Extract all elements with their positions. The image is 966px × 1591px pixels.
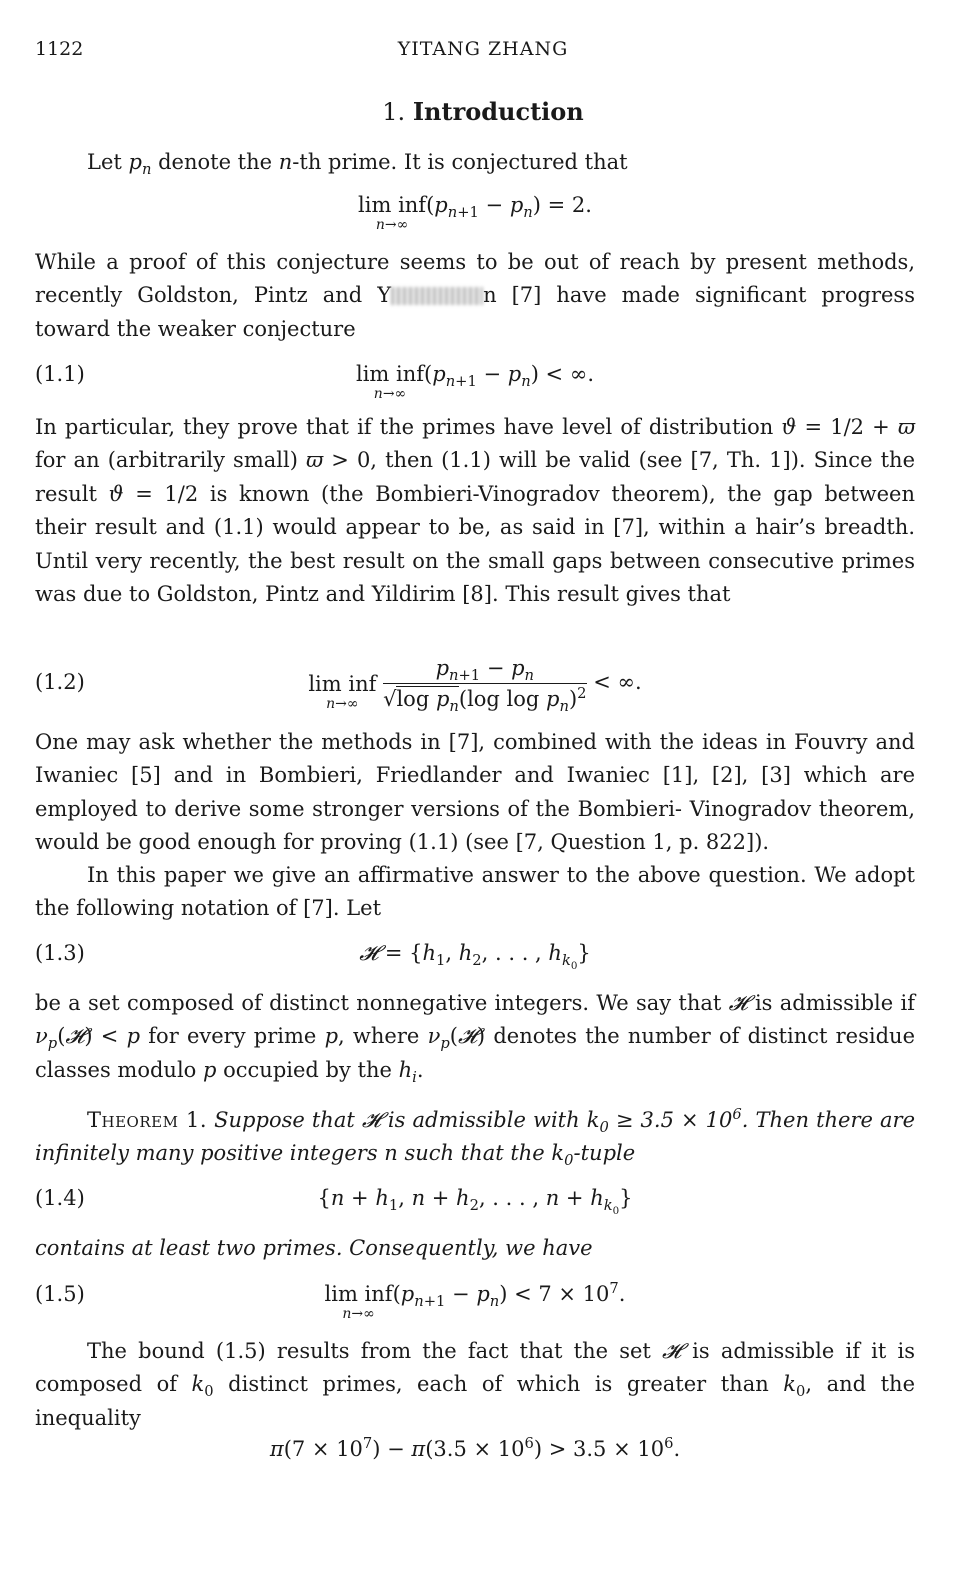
- paragraph-weaker-conjecture: While a proof of this conjecture seems to be out of reach by present methods, recently Goldston, Pintz and Y n [7] have made significant progress toward the weaker conjecture: [35, 250, 915, 341]
- obscured-name: [391, 287, 483, 305]
- liminf-operator: lim inf n→∞: [358, 193, 427, 233]
- section-title: Introduction: [412, 97, 584, 126]
- paragraph-intro: Let $p_n$ denote the n-th prime. It is conjectured that: [87, 150, 628, 179]
- liminf-operator: lim inf n→∞: [308, 671, 377, 712]
- fraction-numerator: $p_{n+1} - p_n$: [383, 656, 586, 684]
- equation-1-3: (1.3) 𝓗 = {$h_1$, $h_2$, . . . , $h_{k_0}$}: [35, 941, 591, 973]
- gap-fraction: [383, 656, 587, 716]
- fraction-denominator: √log $p_n(\log$ $\log p_n)^2$: [383, 685, 587, 716]
- equation-1-4: (1.4) {$n + h_1$, $n + h_2$, . . . , $n + h_{k_0}$}: [35, 1186, 633, 1218]
- theorem-continuation: contains at least two primes. Consequently, we have: [35, 1236, 593, 1260]
- page-number: 1122: [35, 38, 84, 60]
- equation-1-1: (1.1) lim inf n→∞ $(p_{n+1} - p_n)$ < ∞.: [35, 362, 594, 402]
- equation-twin-prime: lim inf n→∞ $(p_{n+1} - p_n) = 2$.: [358, 193, 592, 233]
- equation-label: (1.5): [35, 1282, 85, 1306]
- paragraph-admissible: be a set composed of distinct nonnegative integers. We say that 𝓗 is admissible if $\nu_p(𝓗) < p$ for every prime p, where $\nu_p(𝓗)$ denotes the number of distinct residue classes modulo p occupied by the $h_i$.: [35, 991, 915, 1086]
- equation-label: (1.3): [35, 941, 85, 965]
- equation-label: (1.1): [35, 362, 85, 386]
- equation-label: (1.4): [35, 1186, 85, 1210]
- paragraph-notation: In this paper we give an affirmative answer to the above question. We adopt the following notation of [7]. Let: [35, 863, 915, 921]
- author-name: YITANG ZHANG: [397, 38, 569, 60]
- theorem-statement: [35, 1104, 915, 1171]
- running-head: [35, 38, 931, 68]
- equation-label: (1.2): [35, 670, 85, 694]
- equation-prime-count: $\pi(7 \times 10^7) - \pi(3.5 \times 10^6) > 3.5 \times 10^6$.: [269, 1435, 681, 1461]
- liminf-operator: lim inf n→∞: [355, 362, 425, 402]
- section-heading: [0, 97, 966, 126]
- equation-1-2: (1.2) lim inf n→∞ $\frac{p_{n+1} - p_n}{√\log p_n(\log \log p_n)^2}$ < ∞.: [35, 656, 642, 716]
- theorem-text: Suppose that 𝓗 is admissible with $k_0 \ge 3.5 \times 10^6$. Then there are infinitely many positive integers n such that the $k_0$-tuple: [35, 1106, 915, 1170]
- equation-1-5: (1.5) lim inf n→∞ $(p_{n+1} - p_n) < 7 \times 10^7$.: [35, 1280, 626, 1322]
- paragraph-bound: The bound (1.5) results from the fact that the set 𝓗 is admissible if it is composed of $k_0$ distinct primes, each of which is greater than $k_0$, and the inequality: [35, 1339, 916, 1430]
- section-number: 1.: [382, 98, 406, 126]
- paragraph-question: One may ask whether the methods in [7], combined with the ideas in Fouvry and Iwaniec [5] and in Bombieri, Friedlander and Iwaniec [1], [2], [3] which are employed to derive some stronger versions of the Bombieri- Vinogradov theorem, would be good enough for proving (1.1) (see [7, Question 1, p. 822]).: [35, 730, 915, 855]
- paragraph-level-of-distribution: In particular, they prove that if the primes have level of distribution ϑ = 1/2 + ϖ for an (arbitrarily small) ϖ > 0, then (1.1) will be valid (see [7, Th. 1]). Since the result ϑ = 1/2 is known (the Bombieri-Vinogradov theorem), the gap between their result and (1.1) would appear to be, as said in [7], within a hair’s breadth. Until very recently, the best result on the small gaps between consecutive primes was due to Goldston, Pintz and Yildirim [8]. This result gives that: [35, 415, 915, 607]
- theorem-label: Theorem 1.: [87, 1108, 208, 1132]
- liminf-operator: lim inf n→∞: [324, 1282, 393, 1322]
